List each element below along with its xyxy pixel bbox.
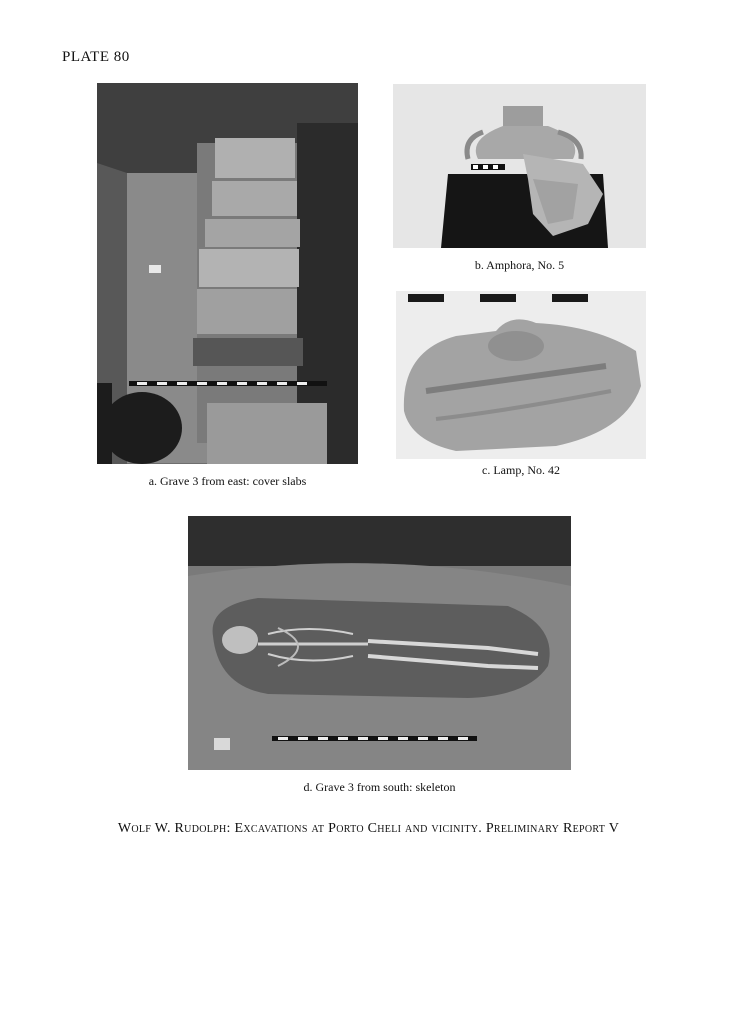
caption-c: c. Lamp, No. 42 xyxy=(482,463,560,477)
caption-d: d. Grave 3 from south: skeleton xyxy=(303,780,456,794)
caption-a: a. Grave 3 from east: cover slabs xyxy=(148,474,307,488)
running-footer: Wolf W. Rudolph: Excavations at Porto Cheli and vicinity. Preliminary Report V xyxy=(117,821,620,836)
photo-grave-3-east xyxy=(97,83,358,464)
plate-label: PLATE 80 xyxy=(62,49,130,65)
photo-amphora xyxy=(393,84,646,248)
caption-b: b. Amphora, No. 5 xyxy=(474,258,565,272)
photo-skeleton xyxy=(188,516,571,770)
photo-lamp xyxy=(396,291,646,459)
